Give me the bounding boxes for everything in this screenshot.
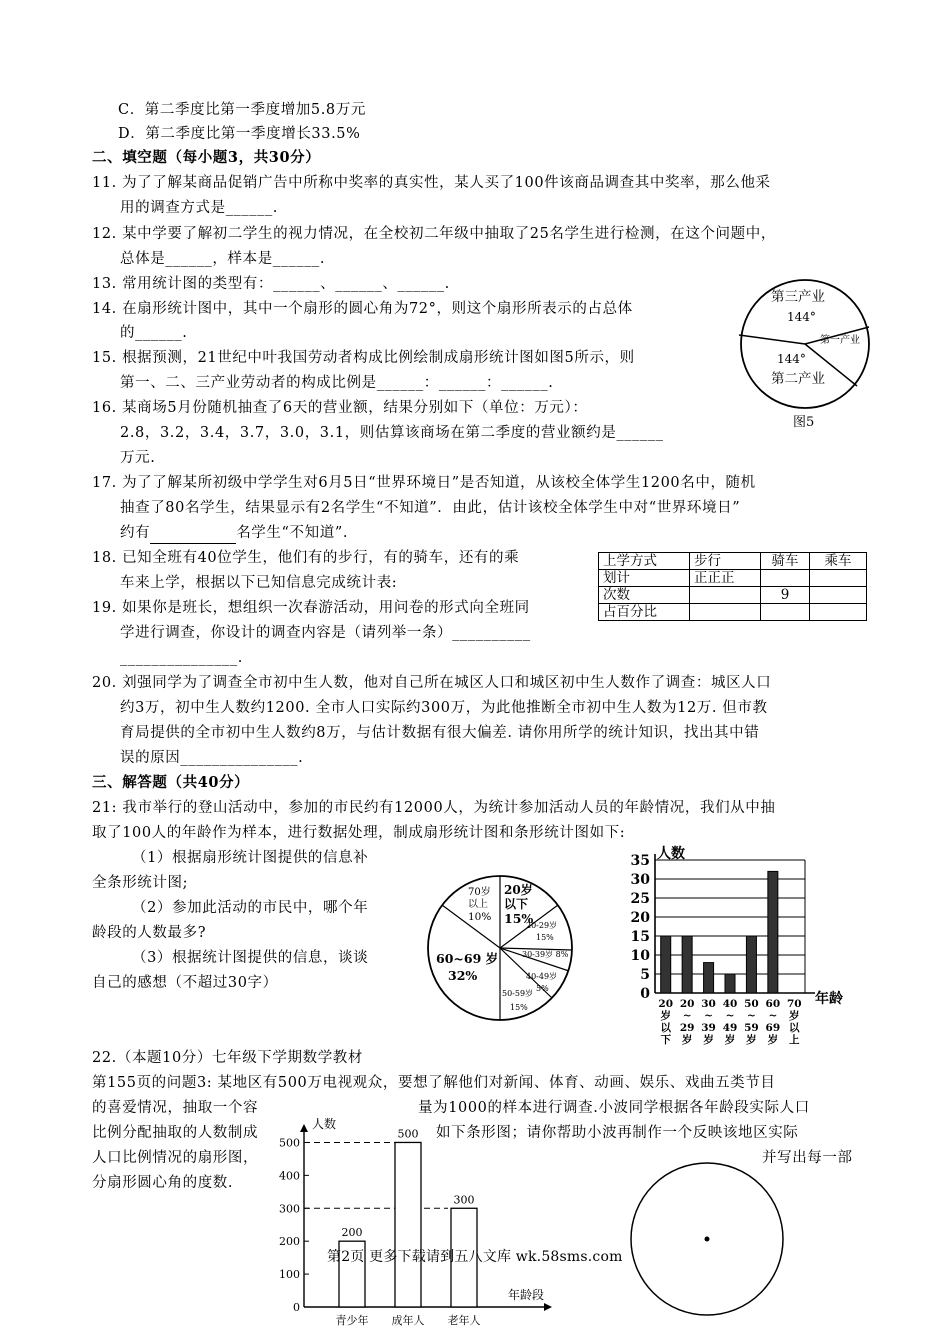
bar21-xtick-label: 39 bbox=[701, 1022, 716, 1034]
pie-4049-pct: 5% bbox=[536, 984, 549, 993]
section-answer-title: 三、解答题（共40分） bbox=[92, 774, 250, 791]
fig5-angle2-label: 144° bbox=[777, 352, 806, 366]
q16-line1: 16. 某商场5月份随机抽查了6天的营业额，结果分别如下（单位：万元）： bbox=[92, 400, 588, 416]
bar22-ytick-label: 200 bbox=[279, 1235, 300, 1249]
q16-line3: 万元. bbox=[120, 450, 156, 466]
q19-line3: _______________. bbox=[120, 650, 243, 666]
pie-5059-label: 50-59岁 bbox=[502, 989, 534, 998]
q20-line3: 育局提供的全市初中生人数约8万，与估计数据有很大偏差. 请你用所学的统计知识，找出其中错 bbox=[120, 725, 760, 741]
q18-line1: 18. 已知全班有40位学生，他们有的步行，有的骑车，还有的乘 bbox=[92, 550, 520, 566]
q21-item2-b: 龄段的人数最多? bbox=[92, 925, 207, 941]
pie-3039-label: 30-39岁 8% bbox=[522, 950, 569, 959]
bar22-ytick-label: 400 bbox=[279, 1169, 300, 1183]
q12-line1: 12. 某中学要了解初二学生的视力情况，在全校初二年级中抽取了25名学生进行检测，在这个问题中， bbox=[92, 226, 776, 242]
bar21-xtick-label: 上 bbox=[789, 1034, 800, 1046]
pie-2029-label: 20-29岁 bbox=[526, 921, 558, 930]
q18-line2: 车来上学，根据以下已知信息完成统计表: bbox=[120, 575, 398, 591]
pie-6069-pct: 32% bbox=[448, 968, 478, 983]
q21-age-pie-chart bbox=[422, 868, 582, 1028]
bar22-x-arrow bbox=[544, 1303, 552, 1311]
bar21-ylabel: 人数 bbox=[657, 846, 685, 862]
table-cell[interactable] bbox=[690, 587, 761, 604]
q21-item2-a: （2）参加此活动的市民中，哪个年 bbox=[132, 900, 369, 916]
pie-20-label: 20岁 bbox=[504, 883, 533, 897]
option-c: C．第二季度比第一季度增加5.8万元 bbox=[118, 102, 366, 118]
q22-empty-pie-circle[interactable] bbox=[628, 1160, 788, 1320]
table-row bbox=[599, 587, 867, 604]
bar21-ytick-label: 15 bbox=[630, 929, 650, 945]
bar21-bar bbox=[661, 936, 671, 993]
bar22-xlabel: 年龄段 bbox=[508, 1288, 545, 1302]
table-cell: 次数 bbox=[599, 587, 690, 604]
bar21-xtick-label: 70 bbox=[786, 998, 802, 1010]
pie-70-label: 70岁 bbox=[468, 887, 491, 898]
q17-line2: 抽查了80名学生，结果显示有2名学生“不知道”．由此，估计该校全体学生中对“世界环境日” bbox=[120, 500, 741, 516]
q17-text-a: 约有 bbox=[120, 525, 151, 541]
pie-2029-pct: 15% bbox=[536, 933, 554, 942]
bar21-xtick-label: 以 bbox=[660, 1022, 671, 1034]
bar21-xtick-label: ~ bbox=[747, 1010, 756, 1022]
fig5-caption: 图5 bbox=[793, 415, 815, 430]
table-cell[interactable]: 正正正 bbox=[690, 570, 761, 587]
pie-20-label-2: 以下 bbox=[504, 897, 529, 911]
q17-blank bbox=[150, 523, 236, 544]
table-header-cell: 上学方式 bbox=[599, 553, 690, 570]
bar21-ytick-label: 35 bbox=[630, 853, 650, 869]
q22-population-bar-chart bbox=[279, 1108, 557, 1336]
q22-line3-left: 的喜爱情况，抽取一个容 bbox=[92, 1100, 259, 1116]
bar21-xtick-label: 59 bbox=[744, 1022, 759, 1034]
q15-line2: 第一、二、三产业劳动者的构成比例是______：______：______. bbox=[120, 375, 554, 391]
table-cell[interactable] bbox=[810, 604, 867, 621]
bar21-bar bbox=[725, 974, 735, 993]
table-row bbox=[599, 570, 867, 587]
q12-line2: 总体是______，样本是______. bbox=[120, 251, 326, 267]
bar21-xtick-label: ~ bbox=[768, 1010, 778, 1022]
bar21-ytick-label: 30 bbox=[630, 872, 650, 888]
q22-line5-right: 并写出每一部 bbox=[762, 1150, 853, 1166]
fig5-angle3-label: 144° bbox=[787, 310, 816, 324]
pie-4049-label: 40-49岁 bbox=[526, 972, 558, 981]
q21-item3-b: 自己的感想（不超过30字） bbox=[92, 975, 278, 991]
option-d: D．第二季度比第一季度增长33.5% bbox=[118, 126, 361, 142]
q18-stat-table bbox=[598, 552, 867, 621]
q22-line4-right: 如下条形图；请你帮助小波再制作一个反映该地区实际 bbox=[436, 1125, 799, 1141]
q17-line1: 17. 为了了解某所初级中学学生对6月5日“世界环境日”是否知道，从该校全体学生1200名中，随机 bbox=[92, 475, 756, 491]
bar21-xtick-label: 49 bbox=[722, 1022, 738, 1034]
bar22-ytick-label: 300 bbox=[279, 1202, 300, 1216]
fig5-sector1-label: 第一产业 bbox=[820, 335, 860, 346]
bar21-xtick-label: 50 bbox=[744, 998, 759, 1010]
bar21-xtick-label: 29 bbox=[679, 1022, 695, 1034]
pie-70-label-2: 以上 bbox=[468, 899, 488, 910]
table-header-cell: 乘车 bbox=[810, 553, 867, 570]
table-cell: 占百分比 bbox=[599, 604, 690, 621]
pie-20-pct: 15% bbox=[504, 911, 534, 926]
bar21-xtick-label: 岁 bbox=[703, 1034, 714, 1046]
bar21-bar bbox=[682, 936, 692, 993]
bar22-y-arrow bbox=[300, 1124, 308, 1132]
bar21-xtick-label: 岁 bbox=[789, 1010, 800, 1022]
bar21-xtick-label: 30 bbox=[701, 998, 716, 1010]
bar22-ytick-label: 500 bbox=[279, 1136, 300, 1150]
q21-line2: 取了100人的年龄作为样本，进行数据处理，制成扇形统计图和条形统计图如下: bbox=[92, 825, 626, 841]
q21-line1: 21: 我市举行的登山活动中，参加的市民约有12000人，为统计参加活动人员的年龄情况，我们从中抽 bbox=[92, 800, 776, 816]
bar21-xtick-label: 岁 bbox=[660, 1010, 671, 1022]
q21-item1-b: 全条形统计图; bbox=[92, 875, 189, 891]
bar21-ytick-label: 5 bbox=[640, 967, 650, 983]
table-row bbox=[599, 604, 867, 621]
q16-line2: 2.8，3.2，3.4，3.7，3.0，3.1，则估算该商场在第二季度的营业额约是______ bbox=[120, 425, 664, 441]
table-cell[interactable] bbox=[761, 604, 810, 621]
q22-line5-left: 人口比例情况的扇形图， bbox=[92, 1150, 259, 1166]
page-footer[interactable]: 第2页 更多下载请到五八文库 wk.58sms.com bbox=[327, 1249, 623, 1265]
bar22-ytick-label: 0 bbox=[293, 1301, 300, 1314]
bar21-xtick-label: 以 bbox=[789, 1022, 800, 1034]
bar21-ytick-label: 10 bbox=[630, 948, 650, 964]
bar21-bar bbox=[746, 936, 756, 993]
bar22-ytick-label: 100 bbox=[279, 1268, 300, 1282]
q15-line1: 15. 根据预测，21世纪中叶我国劳动者构成比例绘制成扇形统计图如图5所示，则 bbox=[92, 350, 635, 366]
q19-line1: 19. 如果你是班长，想组织一次春游活动，用问卷的形式向全班同 bbox=[92, 600, 530, 616]
table-cell[interactable] bbox=[690, 604, 761, 621]
q20-line2: 约3万，初中生人数约1200. 全市人口实际约300万，为此他推断全市初中生人数为12万. 但市教 bbox=[120, 700, 768, 716]
pie-5059-pct: 15% bbox=[510, 1003, 528, 1012]
q17-line3 bbox=[120, 523, 348, 544]
bar21-xtick-label: 20 bbox=[679, 998, 695, 1010]
bar21-xtick-label: 60 bbox=[765, 998, 781, 1010]
q21-item3-a: （3）根据统计图提供的信息，谈谈 bbox=[132, 950, 369, 966]
bar21-bar bbox=[768, 871, 778, 993]
bar21-ytick-label: 25 bbox=[630, 891, 650, 907]
table-cell[interactable] bbox=[761, 570, 810, 587]
pie-6069-label: 60~69 岁 bbox=[436, 951, 499, 966]
bar21-xtick-label: 下 bbox=[660, 1034, 671, 1046]
q19-line2: 学进行调查，你设计的调查内容是（请列举一条）__________ bbox=[120, 625, 531, 641]
bar21-ytick-label: 0 bbox=[640, 986, 650, 1002]
bar22-value-label: 200 bbox=[341, 1226, 363, 1240]
bar21-ytick-label: 20 bbox=[630, 910, 650, 926]
bar22-value-label: 300 bbox=[453, 1193, 475, 1207]
bar22-bar bbox=[395, 1142, 421, 1307]
q22-line1: 22.（本题10分）七年级下学期数学教材 bbox=[92, 1050, 364, 1066]
bar22-xtick-label: 青少年 bbox=[335, 1314, 369, 1327]
q11-line1: 11. 为了了解某商品促销广告中所称中奖率的真实性，某人买了100件该商品调查其中奖率，那么他采 bbox=[92, 175, 771, 191]
bar21-xtick-label: 40 bbox=[722, 998, 738, 1010]
bar22-xtick-label: 老年人 bbox=[447, 1314, 481, 1327]
q22-line3-right: 量为1000的样本进行调查.小波同学根据各年龄段实际人口 bbox=[418, 1100, 810, 1116]
q20-line4: 误的原因_______________. bbox=[120, 750, 304, 766]
fig5-sector2-label: 第二产业 bbox=[771, 371, 825, 387]
bar22-value-label: 500 bbox=[397, 1127, 419, 1141]
bar21-xtick-label: ~ bbox=[704, 1010, 713, 1022]
bar21-xtick-label: 岁 bbox=[724, 1034, 736, 1046]
q22-line2: 第155页的问题3: 某地区有500万电视观众，要想了解他们对新闻、体育、动画、娱乐、戏曲五类节目 bbox=[92, 1075, 776, 1091]
bar21-xtick-label: 20 bbox=[658, 998, 674, 1010]
bar21-xtick-label: ~ bbox=[725, 1010, 735, 1022]
bar21-bar bbox=[704, 963, 714, 993]
bar22-ylabel: 人数 bbox=[312, 1117, 337, 1131]
circle-center-dot bbox=[705, 1237, 710, 1242]
bar21-xtick-label: 岁 bbox=[767, 1034, 779, 1046]
q13-line: 13. 常用统计图的类型有：______、______、______. bbox=[92, 276, 450, 292]
bar21-xtick-label: 69 bbox=[765, 1022, 781, 1034]
q21-age-bar-chart bbox=[625, 840, 870, 1046]
bar21-xtick-label: 岁 bbox=[746, 1034, 757, 1046]
pie-70-pct: 10% bbox=[468, 911, 492, 923]
q21-item1-a: （1）根据扇形统计图提供的信息补 bbox=[132, 850, 369, 866]
q14-line1: 14. 在扇形统计图中，其中一个扇形的圆心角为72°，则这个扇形所表示的占总体 bbox=[92, 301, 633, 317]
bar21-xtick-label: 岁 bbox=[681, 1034, 693, 1046]
q22-line6: 分扇形圆心角的度数. bbox=[92, 1175, 234, 1191]
bar21-xlabel: 年龄 bbox=[815, 991, 843, 1007]
figure5-pie bbox=[735, 282, 885, 432]
section-fill-blank-title: 二、填空题（每小题3，共30分） bbox=[92, 149, 321, 166]
bar22-xtick-label: 成年人 bbox=[391, 1314, 425, 1327]
table-header-row bbox=[599, 553, 867, 570]
table-header-cell: 步行 bbox=[690, 553, 761, 570]
table-cell: 划计 bbox=[599, 570, 690, 587]
table-cell[interactable] bbox=[810, 570, 867, 587]
q22-line4-left: 比例分配抽取的人数制成 bbox=[92, 1125, 259, 1141]
fig5-sector3-label: 第三产业 bbox=[771, 289, 825, 305]
q20-line1: 20. 刘强同学为了调查全市初中生人数，他对自己所在城区人口和城区初中生人数作了调查：城区人口 bbox=[92, 675, 772, 691]
q17-text-b: 名学生“不知道”. bbox=[236, 525, 349, 541]
table-cell[interactable] bbox=[810, 587, 867, 604]
table-header-cell: 骑车 bbox=[761, 553, 810, 570]
table-cell[interactable]: 9 bbox=[761, 587, 810, 604]
bar21-xtick-label: ~ bbox=[682, 1010, 692, 1022]
q11-line2: 用的调查方式是______. bbox=[120, 200, 279, 216]
q14-line2: 的______. bbox=[120, 325, 188, 341]
